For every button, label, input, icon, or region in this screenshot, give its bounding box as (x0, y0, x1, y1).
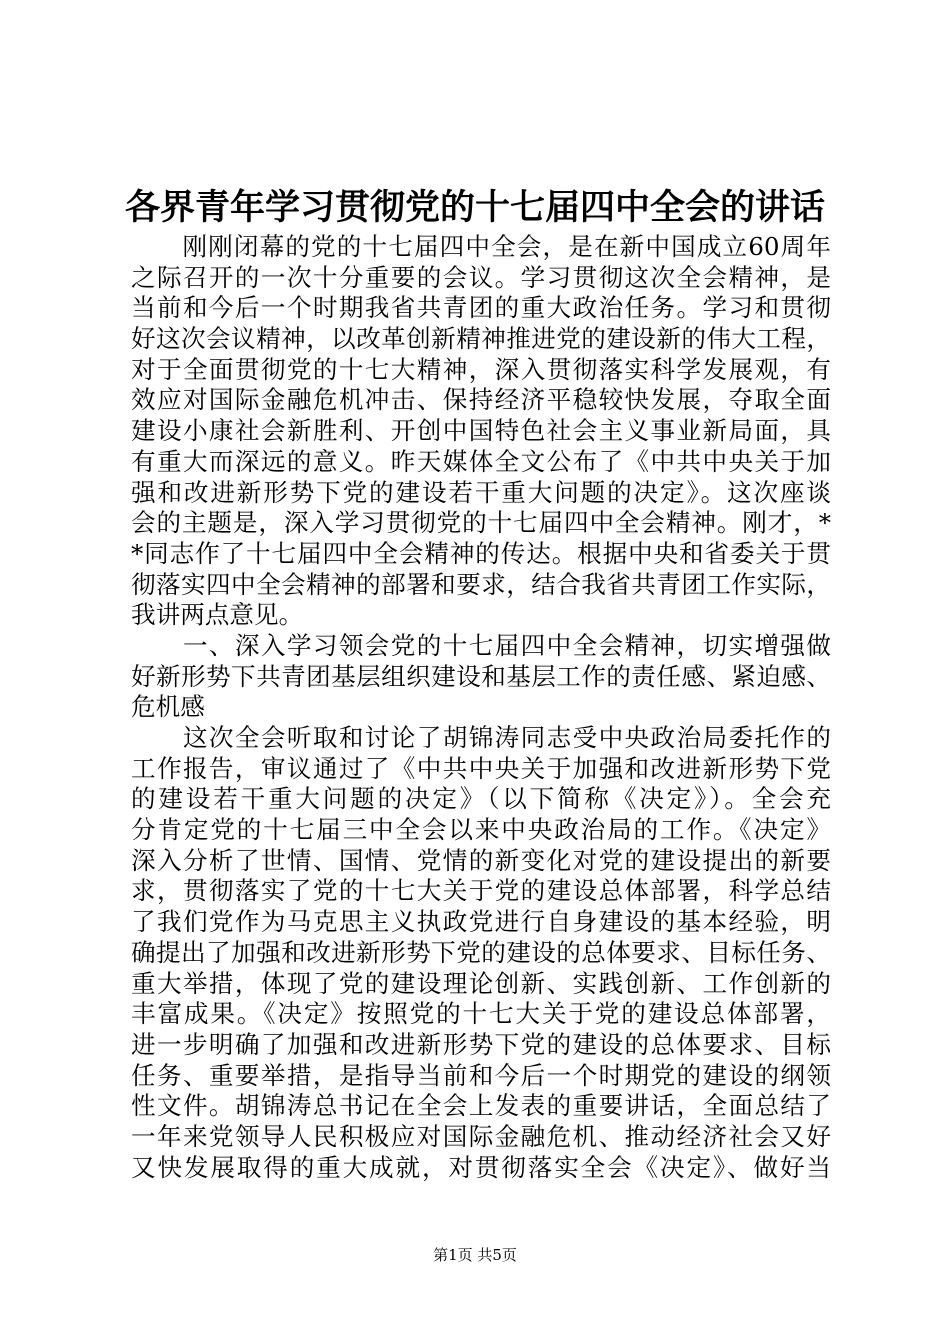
body-line: 工作报告，审议通过了《中共中央关于加强和改进新形势下党 (131, 753, 831, 783)
document-body (131, 232, 831, 1183)
body-line: 对于全面贯彻党的十七大精神，深入贯彻落实科学发展观，有 (131, 354, 831, 384)
body-line: 又快发展取得的重大成就，对贯彻落实全会《决定》、做好当 (131, 1152, 831, 1182)
body-line: 了我们党作为马克思主义执政党进行自身建设的基本经验，明 (131, 907, 831, 937)
body-line: 任务、重要举措，是指导当前和今后一个时期党的建设的纲领 (131, 1060, 831, 1090)
page-footer: 第1页 共5页 (433, 1246, 517, 1264)
body-line: 有重大而深远的意义。昨天媒体全文公布了《中共中央关于加 (131, 446, 831, 476)
body-line: 求，贯彻落实了党的十七大关于党的建设总体部署，科学总结 (131, 876, 831, 906)
body-line: 好新形势下共青团基层组织建设和基层工作的责任感、紧迫感、 (131, 661, 831, 691)
document-title: 各界青年学习贯彻党的十七届四中全会的讲话 (124, 187, 825, 228)
body-line: 进一步明确了加强和改进新形势下党的建设的总体要求、目标 (131, 1029, 831, 1059)
body-line: 会的主题是，深入学习贯彻党的十七届四中全会精神。刚才，* (131, 508, 831, 538)
body-line: 一年来党领导人民积极应对国际金融危机、推动经济社会又好 (131, 1121, 831, 1151)
body-line: 性文件。胡锦涛总书记在全会上发表的重要讲话，全面总结了 (131, 1091, 831, 1121)
body-line: 刚刚闭幕的党的十七届四中全会，是在新中国成立60周年 (131, 232, 831, 261)
body-line: 深入分析了世情、国情、党情的新变化对党的建设提出的新要 (131, 845, 831, 875)
body-line: 危机感 (131, 692, 205, 722)
body-line: 好这次会议精神，以改革创新精神推进党的建设新的伟大工程， (131, 324, 831, 354)
body-line: 分肯定党的十七届三中全会以来中央政治局的工作。《决定》 (131, 815, 831, 845)
body-line: 强和改进新形势下党的建设若干重大问题的决定》。这次座谈 (131, 477, 831, 507)
body-line: 这次全会听取和讨论了胡锦涛同志受中央政治局委托作的 (131, 723, 831, 752)
body-line: 彻落实四中全会精神的部署和要求，结合我省共青团工作实际， (131, 569, 831, 599)
body-line: 丰富成果。《决定》按照党的十七大关于党的建设总体部署， (131, 999, 831, 1029)
body-line: 确提出了加强和改进新形势下党的建设的总体要求、目标任务、 (131, 937, 831, 967)
body-line: 的建设若干重大问题的决定》（以下简称《决定》）。全会充 (131, 784, 831, 814)
body-line: 重大举措，体现了党的建设理论创新、实践创新、工作创新的 (131, 968, 831, 998)
body-line: 效应对国际金融危机冲击、保持经济平稳较快发展，夺取全面 (131, 385, 831, 415)
body-line: 之际召开的一次十分重要的会议。学习贯彻这次全会精神，是 (131, 262, 831, 292)
body-line: *同志作了十七届四中全会精神的传达。根据中央和省委关于贯 (131, 538, 831, 568)
body-line: 建设小康社会新胜利、开创中国特色社会主义事业新局面，具 (131, 416, 831, 446)
body-line: 我讲两点意见。 (131, 600, 304, 630)
body-line: 一、深入学习领会党的十七届四中全会精神，切实增强做 (131, 630, 831, 660)
body-line: 当前和今后一个时期我省共青团的重大政治任务。学习和贯彻 (131, 293, 831, 323)
